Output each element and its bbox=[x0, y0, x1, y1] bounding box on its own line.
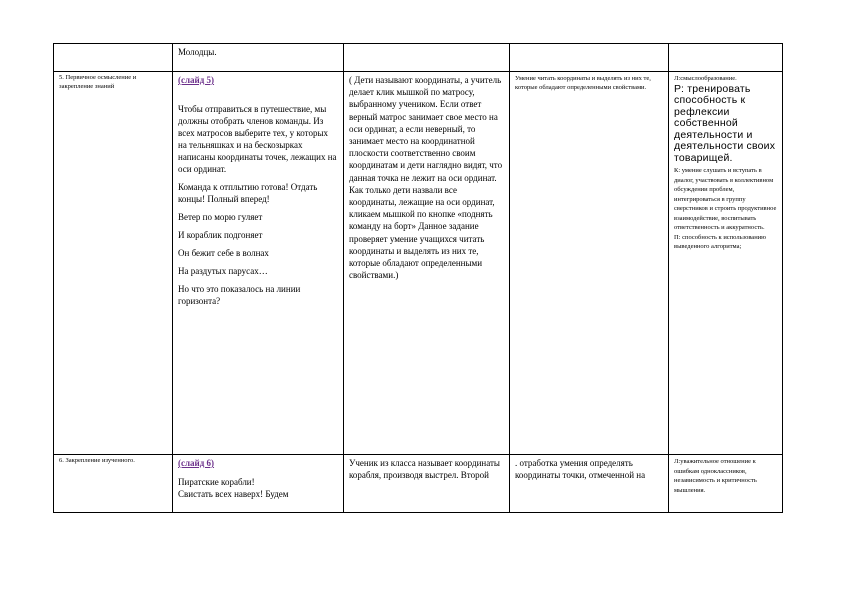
student-activity-cell bbox=[344, 72, 510, 455]
stage-title: 6. Закрепление изученного. bbox=[59, 457, 135, 464]
slide-link[interactable]: (слайд 6) bbox=[178, 458, 215, 468]
table-cell-stage bbox=[54, 44, 173, 72]
uud-personal: Л:смыслообразование. bbox=[674, 75, 737, 82]
stage-cell bbox=[54, 455, 173, 513]
table-cell-students bbox=[344, 44, 510, 72]
paragraph: Чтобы отправиться в путешествие, мы должны отобрать членов команды. Из всех матросов выберите тех, у которых на тельняшках и на бескозырках написаны координаты точек, лежащих на оси ординат. bbox=[178, 104, 337, 174]
students-text: Ученик из класса называет координаты корабля, производя выстрел. Второй bbox=[349, 458, 500, 481]
table-cell-teacher bbox=[173, 44, 344, 72]
skills-text: Умение читать координаты и выделять из них те, которые обладают определенными свойствами. bbox=[515, 75, 651, 91]
skills-text: . отработка умения определять координаты точки, отмеченной на bbox=[515, 458, 646, 480]
uud-cell bbox=[669, 72, 783, 455]
paragraph: Но что это показалось на линии горизонта? bbox=[178, 284, 301, 306]
paragraph: Команда к отплытию готова! Отдать концы! Полный вперед! bbox=[178, 182, 318, 204]
lesson-plan-table bbox=[53, 43, 783, 513]
teacher-activity-cell bbox=[173, 72, 344, 455]
uud-communicative: К: умение слушать и вступать в диалог, участвовать в коллективном обсуждении проблем, интегрироваться в группу сверстников и строить продуктивное взаимодействие, воспитывать ответственность и аккуратность. bbox=[674, 167, 777, 231]
table-row bbox=[54, 72, 783, 455]
table-cell-skills bbox=[510, 44, 669, 72]
uud-cognitive: П: способность к использованию выведенного алгоритма; bbox=[674, 233, 767, 250]
paragraph: Свистать всех наверх! Будем bbox=[178, 489, 289, 499]
table-row bbox=[54, 455, 783, 513]
skills-cell bbox=[510, 455, 669, 513]
stage-cell bbox=[54, 72, 173, 455]
uud-regulative: Р: тренировать способность к рефлексии собственной деятельности и деятельности своих товарищей. bbox=[674, 82, 776, 164]
table-cell-uud bbox=[669, 44, 783, 72]
slide-link[interactable]: (слайд 5) bbox=[178, 75, 215, 85]
skills-cell bbox=[510, 72, 669, 455]
student-activity-cell bbox=[344, 455, 510, 513]
uud-cell bbox=[669, 455, 783, 513]
table-row bbox=[54, 44, 783, 72]
uud-text: Л:уважительное отношение к ошибкам одноклассников, независимость и критичность мышления. bbox=[674, 458, 757, 494]
paragraph: И кораблик подгоняет bbox=[178, 230, 263, 240]
stage-title: 5. Первичное осмысление и закрепление знаний bbox=[59, 74, 137, 90]
teacher-activity-cell bbox=[173, 455, 344, 513]
paragraph: На раздутых парусах… bbox=[178, 266, 268, 276]
cell-text: Молодцы. bbox=[178, 47, 217, 57]
paragraph: Пиратские корабли! bbox=[178, 477, 255, 487]
paragraph: Он бежит себе в волнах bbox=[178, 248, 269, 258]
students-text: ( Дети называют координаты, а учитель делает клик мышкой по матросу, выбранному учеником. Если ответ верный матрос занимает свое место на оси ординат, а если неверный, то занимает место на координатной плоскости соответственно своим координатам и дети наглядно видят, что данная точка не лежит на оси ординат. Как только дети назвали все координаты, лежащие на оси ординат, кликаем мышкой по кнопке «поднять команду на борт» Данное задание проверяет умение учащихся читать координаты и выделять из них те, которые обладают определенными свойствами.) bbox=[349, 75, 503, 281]
paragraph: Ветер по морю гуляет bbox=[178, 212, 263, 222]
